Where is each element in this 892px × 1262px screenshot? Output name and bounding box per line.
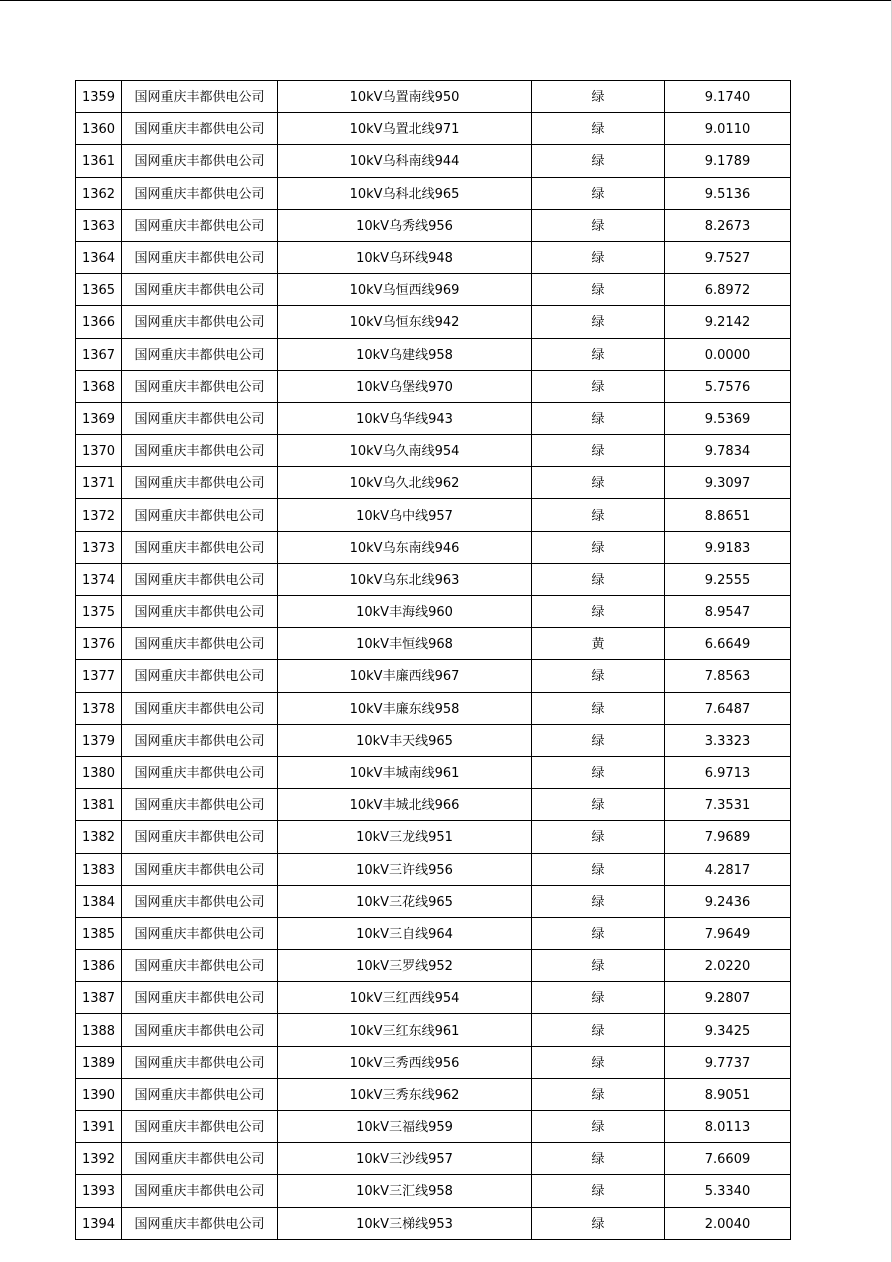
company-cell: 国网重庆丰都供电公司 — [122, 1207, 278, 1239]
table-row — [76, 1078, 791, 1110]
value-cell: 7.8563 — [665, 660, 791, 692]
value-cell: 7.9649 — [665, 917, 791, 949]
line-name-cell: 10kV丰廉西线967 — [278, 660, 532, 692]
status-cell: 绿 — [532, 789, 665, 821]
table-row — [76, 1046, 791, 1078]
line-name-cell: 10kV丰恒线968 — [278, 628, 532, 660]
value-cell: 8.9051 — [665, 1078, 791, 1110]
status-cell: 黄 — [532, 628, 665, 660]
company-cell: 国网重庆丰都供电公司 — [122, 789, 278, 821]
company-cell: 国网重庆丰都供电公司 — [122, 81, 278, 113]
line-name-cell: 10kV丰廉东线958 — [278, 692, 532, 724]
line-name-cell: 10kV三秀东线962 — [278, 1078, 532, 1110]
row-number-cell: 1393 — [76, 1175, 122, 1207]
line-name-cell: 10kV三梯线953 — [278, 1207, 532, 1239]
value-cell: 9.9183 — [665, 531, 791, 563]
line-name-cell: 10kV乌久南线954 — [278, 435, 532, 467]
row-number-cell: 1375 — [76, 596, 122, 628]
row-number-cell: 1368 — [76, 370, 122, 402]
line-name-cell: 10kV乌华线943 — [278, 402, 532, 434]
line-name-cell: 10kV乌堡线970 — [278, 370, 532, 402]
status-cell: 绿 — [532, 756, 665, 788]
status-cell: 绿 — [532, 692, 665, 724]
status-cell: 绿 — [532, 241, 665, 273]
value-cell: 7.6487 — [665, 692, 791, 724]
value-cell: 2.0220 — [665, 950, 791, 982]
company-cell: 国网重庆丰都供电公司 — [122, 499, 278, 531]
company-cell: 国网重庆丰都供电公司 — [122, 982, 278, 1014]
value-cell: 9.5369 — [665, 402, 791, 434]
value-cell: 9.1789 — [665, 145, 791, 177]
table-row — [76, 1111, 791, 1143]
row-number-cell: 1390 — [76, 1078, 122, 1110]
table-body — [76, 81, 791, 1240]
table-row — [76, 370, 791, 402]
value-cell: 2.0040 — [665, 1207, 791, 1239]
company-cell: 国网重庆丰都供电公司 — [122, 885, 278, 917]
row-number-cell: 1378 — [76, 692, 122, 724]
line-name-cell: 10kV乌置南线950 — [278, 81, 532, 113]
line-name-cell: 10kV乌久北线962 — [278, 467, 532, 499]
row-number-cell: 1370 — [76, 435, 122, 467]
status-cell: 绿 — [532, 982, 665, 1014]
status-cell: 绿 — [532, 660, 665, 692]
line-name-cell: 10kV乌科北线965 — [278, 177, 532, 209]
status-cell: 绿 — [532, 821, 665, 853]
row-number-cell: 1365 — [76, 274, 122, 306]
status-cell: 绿 — [532, 1111, 665, 1143]
table-row — [76, 177, 791, 209]
status-cell: 绿 — [532, 917, 665, 949]
status-cell: 绿 — [532, 724, 665, 756]
value-cell: 8.9547 — [665, 596, 791, 628]
status-cell: 绿 — [532, 1207, 665, 1239]
status-cell: 绿 — [532, 81, 665, 113]
value-cell: 9.3097 — [665, 467, 791, 499]
status-cell: 绿 — [532, 338, 665, 370]
table-row — [76, 660, 791, 692]
value-cell: 4.2817 — [665, 853, 791, 885]
row-number-cell: 1379 — [76, 724, 122, 756]
status-cell: 绿 — [532, 402, 665, 434]
status-cell: 绿 — [532, 1014, 665, 1046]
line-name-cell: 10kV丰城南线961 — [278, 756, 532, 788]
table-row — [76, 113, 791, 145]
value-cell: 9.7737 — [665, 1046, 791, 1078]
value-cell: 5.3340 — [665, 1175, 791, 1207]
status-cell: 绿 — [532, 853, 665, 885]
table-row — [76, 306, 791, 338]
row-number-cell: 1385 — [76, 917, 122, 949]
row-number-cell: 1372 — [76, 499, 122, 531]
row-number-cell: 1382 — [76, 821, 122, 853]
status-cell: 绿 — [532, 467, 665, 499]
row-number-cell: 1373 — [76, 531, 122, 563]
row-number-cell: 1377 — [76, 660, 122, 692]
value-cell: 9.7527 — [665, 241, 791, 273]
table-row — [76, 1175, 791, 1207]
company-cell: 国网重庆丰都供电公司 — [122, 113, 278, 145]
row-number-cell: 1380 — [76, 756, 122, 788]
line-name-cell: 10kV乌恒东线942 — [278, 306, 532, 338]
line-name-cell: 10kV丰天线965 — [278, 724, 532, 756]
value-cell: 9.2142 — [665, 306, 791, 338]
line-name-cell: 10kV三红西线954 — [278, 982, 532, 1014]
row-number-cell: 1374 — [76, 563, 122, 595]
row-number-cell: 1376 — [76, 628, 122, 660]
company-cell: 国网重庆丰都供电公司 — [122, 435, 278, 467]
company-cell: 国网重庆丰都供电公司 — [122, 1078, 278, 1110]
company-cell: 国网重庆丰都供电公司 — [122, 531, 278, 563]
status-cell: 绿 — [532, 177, 665, 209]
status-cell: 绿 — [532, 1143, 665, 1175]
status-cell: 绿 — [532, 145, 665, 177]
value-cell: 9.5136 — [665, 177, 791, 209]
status-cell: 绿 — [532, 1046, 665, 1078]
table-row — [76, 982, 791, 1014]
line-name-cell: 10kV乌置北线971 — [278, 113, 532, 145]
company-cell: 国网重庆丰都供电公司 — [122, 1175, 278, 1207]
table-row — [76, 274, 791, 306]
row-number-cell: 1394 — [76, 1207, 122, 1239]
line-name-cell: 10kV三龙线951 — [278, 821, 532, 853]
value-cell: 9.2555 — [665, 563, 791, 595]
status-cell: 绿 — [532, 531, 665, 563]
value-cell: 7.6609 — [665, 1143, 791, 1175]
company-cell: 国网重庆丰都供电公司 — [122, 306, 278, 338]
row-number-cell: 1384 — [76, 885, 122, 917]
company-cell: 国网重庆丰都供电公司 — [122, 563, 278, 595]
company-cell: 国网重庆丰都供电公司 — [122, 1014, 278, 1046]
company-cell: 国网重庆丰都供电公司 — [122, 950, 278, 982]
company-cell: 国网重庆丰都供电公司 — [122, 917, 278, 949]
table-row — [76, 209, 791, 241]
table-row — [76, 145, 791, 177]
table-row — [76, 1207, 791, 1239]
line-name-cell: 10kV乌环线948 — [278, 241, 532, 273]
table-row — [76, 885, 791, 917]
row-number-cell: 1387 — [76, 982, 122, 1014]
table-row — [76, 1143, 791, 1175]
status-cell: 绿 — [532, 1175, 665, 1207]
company-cell: 国网重庆丰都供电公司 — [122, 756, 278, 788]
status-cell: 绿 — [532, 596, 665, 628]
value-cell: 9.1740 — [665, 81, 791, 113]
line-name-cell: 10kV乌东北线963 — [278, 563, 532, 595]
value-cell: 9.7834 — [665, 435, 791, 467]
data-table — [75, 80, 791, 1240]
company-cell: 国网重庆丰都供电公司 — [122, 145, 278, 177]
table-row — [76, 563, 791, 595]
value-cell: 9.3425 — [665, 1014, 791, 1046]
value-cell: 8.8651 — [665, 499, 791, 531]
status-cell: 绿 — [532, 885, 665, 917]
row-number-cell: 1389 — [76, 1046, 122, 1078]
company-cell: 国网重庆丰都供电公司 — [122, 724, 278, 756]
status-cell: 绿 — [532, 563, 665, 595]
row-number-cell: 1362 — [76, 177, 122, 209]
value-cell: 0.0000 — [665, 338, 791, 370]
row-number-cell: 1359 — [76, 81, 122, 113]
value-cell: 8.0113 — [665, 1111, 791, 1143]
row-number-cell: 1392 — [76, 1143, 122, 1175]
status-cell: 绿 — [532, 499, 665, 531]
status-cell: 绿 — [532, 209, 665, 241]
company-cell: 国网重庆丰都供电公司 — [122, 596, 278, 628]
line-name-cell: 10kV三花线965 — [278, 885, 532, 917]
company-cell: 国网重庆丰都供电公司 — [122, 660, 278, 692]
table-row — [76, 789, 791, 821]
status-cell: 绿 — [532, 1078, 665, 1110]
line-name-cell: 10kV三沙线957 — [278, 1143, 532, 1175]
row-number-cell: 1369 — [76, 402, 122, 434]
table-row — [76, 1014, 791, 1046]
line-name-cell: 10kV三红东线961 — [278, 1014, 532, 1046]
row-number-cell: 1360 — [76, 113, 122, 145]
value-cell: 8.2673 — [665, 209, 791, 241]
table-row — [76, 917, 791, 949]
status-cell: 绿 — [532, 950, 665, 982]
company-cell: 国网重庆丰都供电公司 — [122, 1143, 278, 1175]
line-name-cell: 10kV三罗线952 — [278, 950, 532, 982]
table-row — [76, 596, 791, 628]
table-row — [76, 950, 791, 982]
company-cell: 国网重庆丰都供电公司 — [122, 274, 278, 306]
value-cell: 9.2807 — [665, 982, 791, 1014]
status-cell: 绿 — [532, 113, 665, 145]
table-row — [76, 756, 791, 788]
table-row — [76, 724, 791, 756]
value-cell: 6.9713 — [665, 756, 791, 788]
line-name-cell: 10kV三自线964 — [278, 917, 532, 949]
row-number-cell: 1391 — [76, 1111, 122, 1143]
company-cell: 国网重庆丰都供电公司 — [122, 338, 278, 370]
status-cell: 绿 — [532, 306, 665, 338]
line-name-cell: 10kV乌建线958 — [278, 338, 532, 370]
value-cell: 7.9689 — [665, 821, 791, 853]
table-row — [76, 402, 791, 434]
table-row — [76, 531, 791, 563]
table-row — [76, 821, 791, 853]
row-number-cell: 1364 — [76, 241, 122, 273]
value-cell: 3.3323 — [665, 724, 791, 756]
line-name-cell: 10kV三秀西线956 — [278, 1046, 532, 1078]
row-number-cell: 1361 — [76, 145, 122, 177]
row-number-cell: 1366 — [76, 306, 122, 338]
table-row — [76, 853, 791, 885]
row-number-cell: 1381 — [76, 789, 122, 821]
value-cell: 9.0110 — [665, 113, 791, 145]
company-cell: 国网重庆丰都供电公司 — [122, 209, 278, 241]
row-number-cell: 1386 — [76, 950, 122, 982]
page-top-border — [0, 0, 892, 1]
value-cell: 5.7576 — [665, 370, 791, 402]
line-name-cell: 10kV丰海线960 — [278, 596, 532, 628]
row-number-cell: 1371 — [76, 467, 122, 499]
status-cell: 绿 — [532, 435, 665, 467]
company-cell: 国网重庆丰都供电公司 — [122, 402, 278, 434]
table-row — [76, 81, 791, 113]
table-row — [76, 338, 791, 370]
table-row — [76, 692, 791, 724]
line-name-cell: 10kV乌东南线946 — [278, 531, 532, 563]
table-row — [76, 628, 791, 660]
company-cell: 国网重庆丰都供电公司 — [122, 821, 278, 853]
row-number-cell: 1367 — [76, 338, 122, 370]
company-cell: 国网重庆丰都供电公司 — [122, 467, 278, 499]
company-cell: 国网重庆丰都供电公司 — [122, 370, 278, 402]
row-number-cell: 1383 — [76, 853, 122, 885]
status-cell: 绿 — [532, 274, 665, 306]
company-cell: 国网重庆丰都供电公司 — [122, 1046, 278, 1078]
status-cell: 绿 — [532, 370, 665, 402]
table-row — [76, 435, 791, 467]
line-name-cell: 10kV乌恒西线969 — [278, 274, 532, 306]
line-name-cell: 10kV乌科南线944 — [278, 145, 532, 177]
value-cell: 6.8972 — [665, 274, 791, 306]
table-row — [76, 241, 791, 273]
company-cell: 国网重庆丰都供电公司 — [122, 177, 278, 209]
company-cell: 国网重庆丰都供电公司 — [122, 628, 278, 660]
table-row — [76, 499, 791, 531]
line-name-cell: 10kV三福线959 — [278, 1111, 532, 1143]
line-name-cell: 10kV三许线956 — [278, 853, 532, 885]
line-name-cell: 10kV三汇线958 — [278, 1175, 532, 1207]
line-name-cell: 10kV丰城北线966 — [278, 789, 532, 821]
line-name-cell: 10kV乌中线957 — [278, 499, 532, 531]
value-cell: 6.6649 — [665, 628, 791, 660]
company-cell: 国网重庆丰都供电公司 — [122, 241, 278, 273]
company-cell: 国网重庆丰都供电公司 — [122, 692, 278, 724]
row-number-cell: 1388 — [76, 1014, 122, 1046]
table-row — [76, 467, 791, 499]
line-name-cell: 10kV乌秀线956 — [278, 209, 532, 241]
value-cell: 9.2436 — [665, 885, 791, 917]
company-cell: 国网重庆丰都供电公司 — [122, 1111, 278, 1143]
company-cell: 国网重庆丰都供电公司 — [122, 853, 278, 885]
row-number-cell: 1363 — [76, 209, 122, 241]
value-cell: 7.3531 — [665, 789, 791, 821]
